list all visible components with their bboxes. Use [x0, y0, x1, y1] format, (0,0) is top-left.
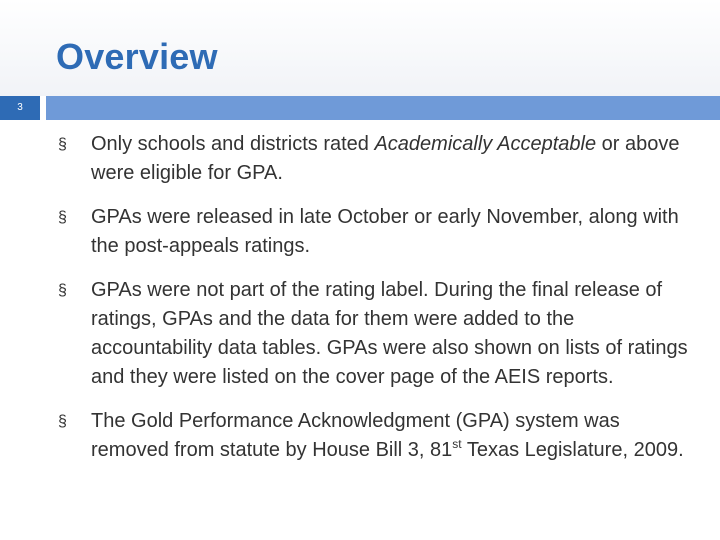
bullet-item-release: [56, 203, 696, 261]
bullet-item-eligibility: [56, 130, 696, 188]
bullet-marker-icon: §: [58, 209, 67, 226]
bullet-item-statute: [56, 407, 696, 465]
bullet-text-sup: st: [452, 437, 462, 451]
bullet-text-post: Texas Legislature, 2009.: [461, 439, 684, 461]
bullet-marker-icon: §: [58, 413, 67, 430]
bullet-text-italic: Academically Acceptable: [374, 133, 597, 155]
bullet-marker-icon: §: [58, 282, 67, 299]
bullet-text: GPAs were released in late October or early November, along with the post-appeals ratings.: [91, 206, 679, 257]
header-accent-bar: [46, 96, 720, 120]
bullet-list: [56, 130, 696, 480]
bullet-text-pre: Only schools and districts rated: [91, 133, 375, 155]
slide-number: 3: [0, 96, 40, 120]
bullet-marker-icon: §: [58, 136, 67, 153]
slide-title: Overview: [56, 36, 218, 77]
bullet-item-rating-label: [56, 276, 696, 392]
bullet-text-post: or above were eligible for GPA.: [91, 133, 680, 184]
bullet-text: GPAs were not part of the rating label. During the final release of ratings, GPAs and the data for them were added to the accountability data tables. GPAs were also shown on lists of ratings and they were listed on the cover page of the AEIS reports.: [91, 279, 688, 388]
bullet-text-pre: The Gold Performance Acknowledgment (GPA) system was removed from statute by House Bill 3, 81: [91, 410, 620, 461]
